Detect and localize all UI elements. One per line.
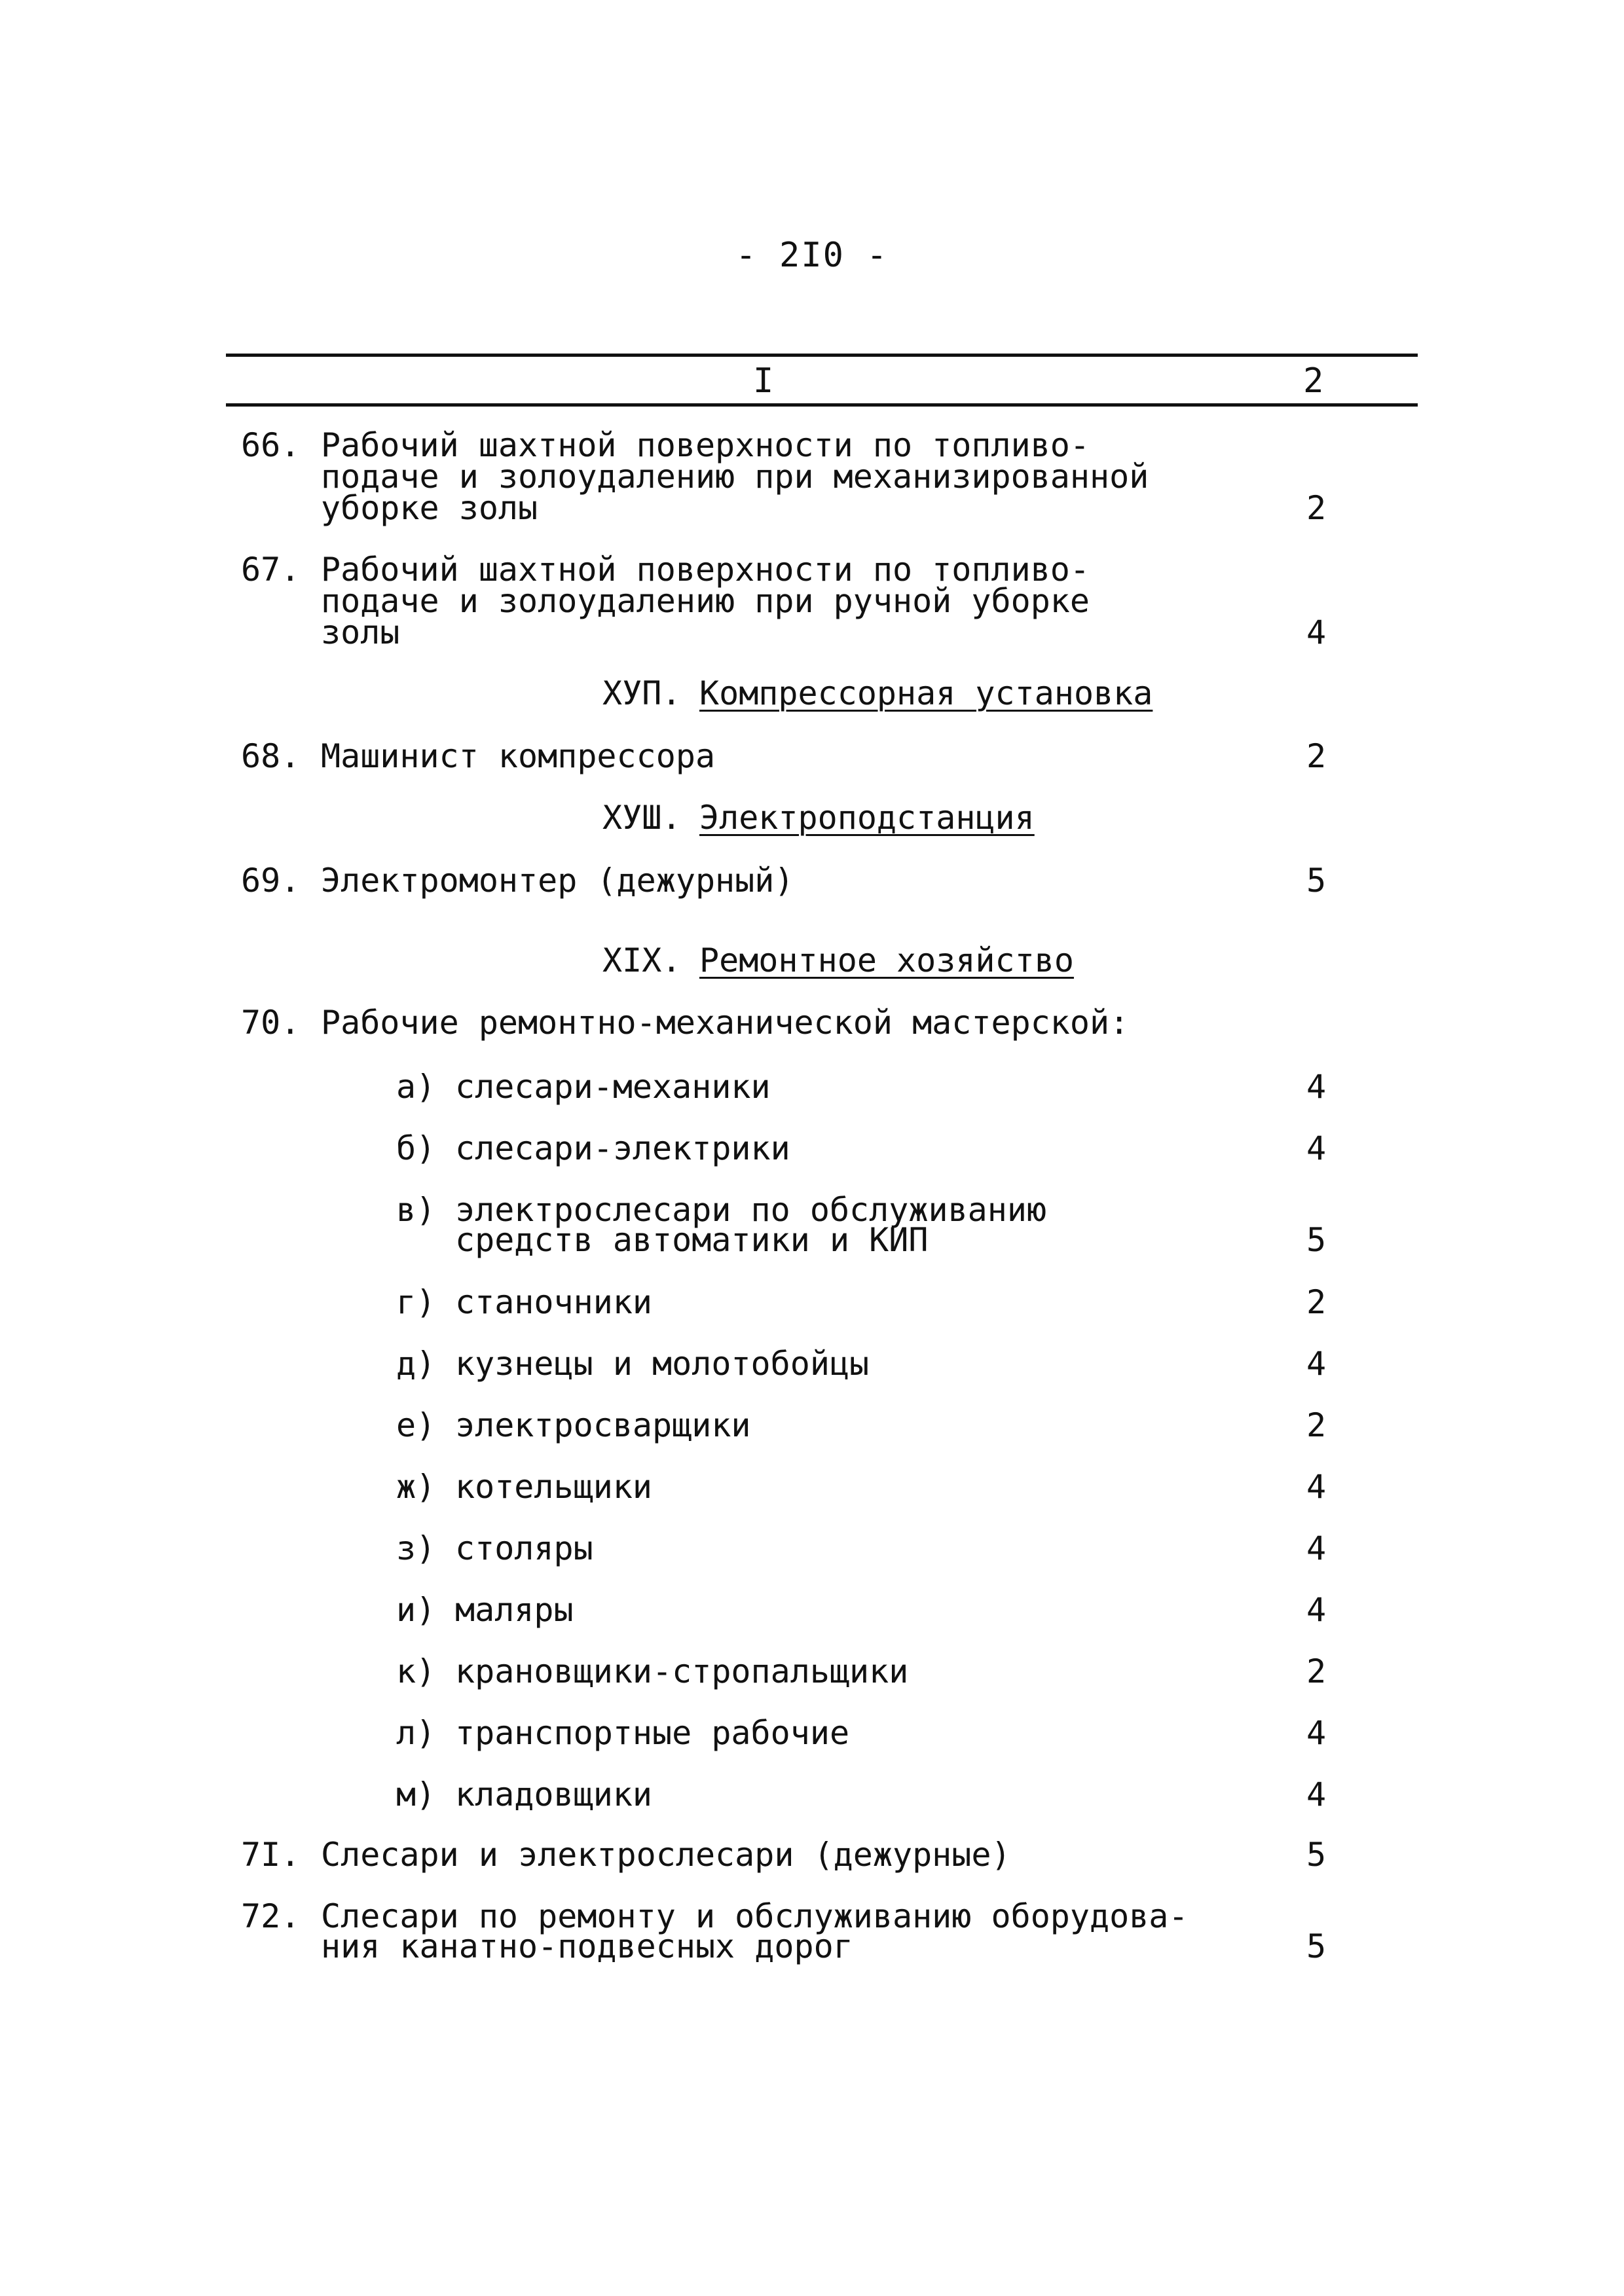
sub-item-letter: г)	[396, 1283, 436, 1321]
row-text-line: Слесари по ремонту и обслуживанию оборудова-	[321, 1897, 1189, 1935]
sub-item-text: кладовщики	[455, 1776, 653, 1813]
sub-item-letter: е)	[396, 1406, 436, 1444]
sub-item-value: 4	[1306, 1591, 1327, 1629]
row-value: 2	[1306, 737, 1327, 775]
sub-item-letter: ж)	[396, 1468, 436, 1506]
sub-item-letter: д)	[396, 1345, 436, 1383]
sub-item-text: электросварщики	[455, 1406, 751, 1444]
table-header-rule	[226, 403, 1418, 407]
sub-item-text: средств автоматики и КИП	[455, 1221, 929, 1259]
row-text-line: Рабочий шахтной поверхности по топливо-	[321, 551, 1090, 589]
row-value: 5	[1306, 1927, 1327, 1965]
sub-item-letter: л)	[396, 1714, 436, 1752]
section-number: XIX.	[602, 941, 682, 979]
sub-item-value: 4	[1306, 1068, 1327, 1106]
sub-item-letter: м)	[396, 1776, 436, 1813]
row-number: 72.	[241, 1897, 301, 1935]
sub-item-text: котельщики	[455, 1468, 653, 1506]
sub-item-value: 4	[1306, 1714, 1327, 1752]
sub-item-value: 4	[1306, 1776, 1327, 1813]
sub-item-value: 4	[1306, 1468, 1327, 1506]
sub-item-letter: в)	[396, 1191, 436, 1229]
row-value: 5	[1306, 862, 1327, 900]
sub-item-text: транспортные рабочие	[455, 1714, 850, 1752]
column-header-2: 2	[1303, 361, 1324, 401]
row-text-line: уборке золы	[321, 489, 538, 527]
sub-item-text: кузнецы и молотобойцы	[455, 1345, 870, 1383]
row-value: 5	[1306, 1836, 1327, 1874]
section-number: ХУП.	[602, 674, 682, 712]
row-text-line: подаче и золоудалению при механизированной	[321, 458, 1149, 496]
column-header-1: I	[753, 361, 774, 401]
sub-item-text: столяры	[455, 1529, 593, 1567]
section-title: Электроподстанция	[699, 799, 1035, 837]
row-text-line: золы	[321, 613, 400, 651]
row-number: 70.	[241, 1004, 301, 1042]
row-text-line: Слесари и электрослесари (дежурные)	[321, 1836, 1011, 1874]
sub-item-value: 4	[1306, 1529, 1327, 1567]
sub-item-value: 4	[1306, 1129, 1327, 1167]
sub-item-letter: и)	[396, 1591, 436, 1629]
sub-item-text: электрослесари по обслуживанию	[455, 1191, 1047, 1229]
row-number: 7I.	[241, 1836, 301, 1874]
row-value: 4	[1306, 613, 1327, 651]
sub-item-value: 2	[1306, 1406, 1327, 1444]
row-number: 66.	[241, 426, 301, 464]
sub-item-text: слесари-электрики	[455, 1129, 790, 1167]
section-title: Ремонтное хозяйство	[699, 941, 1074, 979]
section-title: Компрессорная установка	[699, 674, 1153, 712]
sub-item-text: крановщики-стропальщики	[455, 1652, 909, 1690]
row-number: 68.	[241, 737, 301, 775]
row-number: 69.	[241, 862, 301, 900]
sub-item-letter: а)	[396, 1068, 436, 1106]
row-number: 67.	[241, 551, 301, 589]
row-text-line: Машинист компрессора	[321, 737, 716, 775]
table-top-rule	[226, 354, 1418, 357]
sub-item-letter: к)	[396, 1652, 436, 1690]
row-text-line: Рабочий шахтной поверхности по топливо-	[321, 426, 1090, 464]
sub-item-text: станочники	[455, 1283, 653, 1321]
sub-item-text: маляры	[455, 1591, 574, 1629]
row-text-line: Рабочие ремонтно-механической мастерской:	[321, 1004, 1130, 1042]
sub-item-value: 4	[1306, 1345, 1327, 1383]
page-number: - 2I0 -	[735, 236, 889, 275]
sub-item-letter: б)	[396, 1129, 436, 1167]
sub-item-letter: з)	[396, 1529, 436, 1567]
sub-item-value: 5	[1306, 1221, 1327, 1259]
row-text-line: подаче и золоудалению при ручной уборке	[321, 582, 1090, 620]
sub-item-value: 2	[1306, 1283, 1327, 1321]
sub-item-value: 2	[1306, 1652, 1327, 1690]
row-text-line: Электромонтер (дежурный)	[321, 862, 794, 900]
row-text-line: ния канатно-подвесных дорог	[321, 1927, 853, 1965]
row-value: 2	[1306, 489, 1327, 527]
section-number: ХУШ.	[602, 799, 682, 837]
sub-item-text: слесари-механики	[455, 1068, 771, 1106]
